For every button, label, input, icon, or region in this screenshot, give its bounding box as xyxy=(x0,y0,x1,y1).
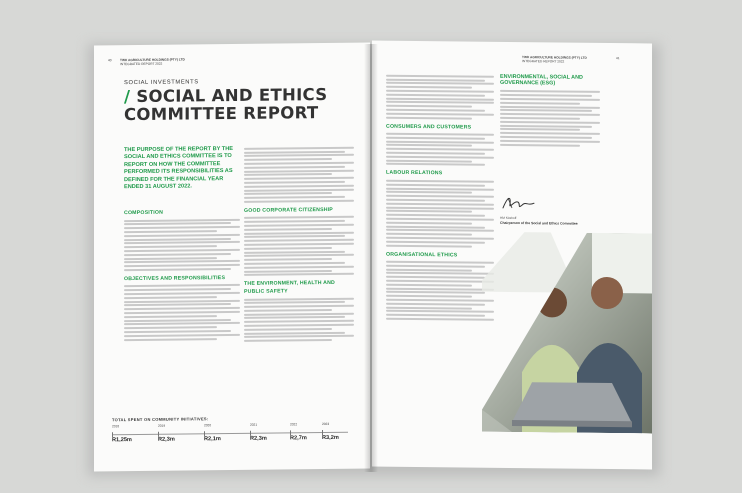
right-page xyxy=(372,41,652,470)
heading-objectives: OBJECTIVES AND RESPONSIBILITIES xyxy=(124,274,226,283)
timeline-amount: R2,7m xyxy=(290,435,307,442)
signature-image xyxy=(500,192,540,214)
left-column xyxy=(124,204,240,343)
heading-composition: COMPOSITION xyxy=(124,209,164,217)
heading-labour: LABOUR RELATIONS xyxy=(386,170,443,177)
title-text: SOCIAL AND ETHICS COMMITTEE REPORT xyxy=(124,85,328,125)
timeline-item xyxy=(322,421,356,442)
heading-corporate-citizenship: GOOD CORPORATE CITIZENSHIP xyxy=(244,206,333,214)
text-block xyxy=(244,297,354,342)
title-slash: / xyxy=(124,87,131,107)
timeline-year: 2021 xyxy=(250,422,258,427)
timeline-label: TOTAL SPENT ON COMMUNITY INITIATIVES: xyxy=(112,416,209,423)
text-block xyxy=(386,261,494,321)
page-title xyxy=(124,86,364,125)
heading-organisational-ethics: ORGANISATIONAL ETHICS xyxy=(386,251,458,258)
timeline-amount: R3,2m xyxy=(322,434,339,442)
team-photo xyxy=(482,232,652,434)
text-block xyxy=(386,180,494,248)
esg-heading: ENVIRONMENTAL, SOCIAL AND GOVERNANCE (ESG) xyxy=(500,73,583,87)
heading-consumers: CONSUMERS AND CUSTOMERS xyxy=(386,123,472,131)
timeline-item xyxy=(112,424,146,444)
report-name-right: INTEGRATED REPORT 2022 xyxy=(522,59,565,64)
section-kicker: SOCIAL INVESTMENTS xyxy=(124,79,199,87)
timeline-axis xyxy=(112,432,348,435)
text-block xyxy=(386,74,494,119)
timeline-year: 2018 xyxy=(112,424,120,429)
company-name-right: TWK AGRICULTURE HOLDINGS (PTY) LTD xyxy=(522,55,587,60)
right-page-left-column xyxy=(386,73,494,323)
heading-environment: THE ENVIRONMENT, HEALTH AND PUBLIC SAFETY xyxy=(244,280,335,295)
text-block xyxy=(124,284,240,340)
signatory-name: HM Kitshoff xyxy=(500,215,517,221)
timeline-item xyxy=(250,422,284,442)
lead-statement: THE PURPOSE OF THE REPORT BY THE SOCIAL AND ETHICS COMMITTEE IS TO REPORT ON HOW THE COMMITTEE PERFORMED ITS RESPONSIBILITIES AS DEFINED FOR THE FINANCIAL YEAR ENDED 31 AUGUST 2022. xyxy=(124,145,233,191)
timeline-amount: R2,3m xyxy=(158,436,175,443)
timeline-year: 2022 xyxy=(290,422,298,427)
text-block xyxy=(244,147,354,203)
timeline-year: 2019 xyxy=(158,423,166,428)
text-block xyxy=(244,216,354,276)
timeline-year: 2020 xyxy=(204,423,212,428)
timeline-year: 2023 xyxy=(322,421,330,427)
esg-column xyxy=(500,74,600,148)
timeline-item xyxy=(204,423,238,443)
community-spend-timeline xyxy=(112,415,348,448)
timeline-amount: R2,1m xyxy=(204,436,221,443)
timeline-amount: R2,3m xyxy=(250,435,267,442)
page-number-right: 41 xyxy=(616,56,620,61)
text-block xyxy=(386,133,494,167)
right-column xyxy=(244,145,354,344)
timeline-item xyxy=(158,423,192,443)
text-block xyxy=(500,90,600,146)
timeline-amount: R1,25m xyxy=(112,437,132,444)
signatory-role: Chairperson of the Social and Ethics Committee xyxy=(500,220,578,226)
report-name-left: INTEGRATED REPORT 2022 xyxy=(120,61,163,67)
company-name-left: TWK AGRICULTURE HOLDINGS (PTY) LTD xyxy=(120,57,185,63)
text-block xyxy=(124,218,240,271)
timeline-item xyxy=(290,422,324,442)
left-page xyxy=(94,43,370,472)
page-number-left: 40 xyxy=(108,58,112,63)
timeline xyxy=(112,422,348,448)
book-gutter xyxy=(364,44,378,472)
signatory-block xyxy=(500,216,620,227)
